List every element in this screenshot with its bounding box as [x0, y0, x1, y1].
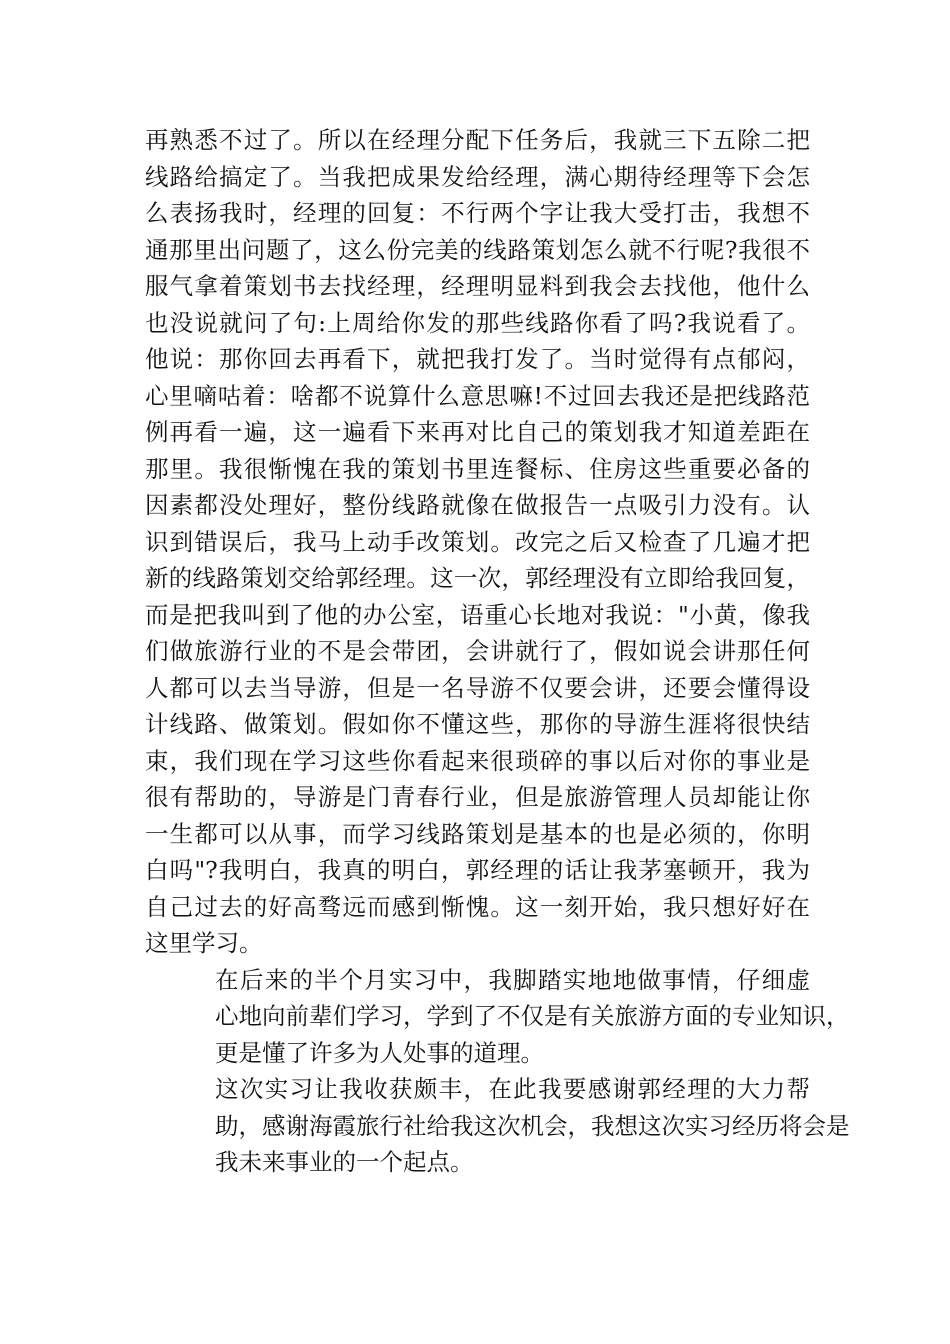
text-line: 他说：那你回去再看下，就把我打发了。当时觉得有点郁闷，: [145, 345, 810, 373]
text-line: 白吗"?我明白，我真的明白，郭经理的话让我茅塞顿开，我为: [145, 856, 810, 884]
text-line: 们做旅游行业的不是会带团，会讲就行了，假如说会讲那任何: [145, 637, 810, 665]
text-line: 心里嘀咕着：啥都不说算什么意思嘛!不过回去我还是把线路范: [145, 381, 810, 410]
text-line: 这里学习。: [145, 929, 263, 957]
text-line: 束，我们现在学习这些你看起来很琐碎的事以后对你的事业是: [145, 746, 810, 775]
paragraph: [145, 122, 810, 962]
text-line: 通那里出问题了，这么份完美的线路策划怎么就不行呢?我很不: [145, 235, 810, 264]
text-line: 助，感谢海霞旅行社给我这次机会，我想这次实习经历将会是: [215, 1111, 850, 1140]
text-line: 更是懂了许多为人处事的道理。: [215, 1038, 544, 1067]
text-line: 计线路、做策划。假如你不懂这些，那你的导游生涯将很快结: [145, 710, 810, 738]
document-body: [145, 122, 850, 1181]
text-line: 识到错误后，我马上动手改策划。改完之后又检查了几遍才把: [145, 527, 810, 556]
text-line: 么表扬我时，经理的回复：不行两个字让我大受打击，我想不: [145, 199, 810, 227]
text-line: 因素都没处理好，整份线路就像在做报告一点吸引力没有。认: [145, 491, 810, 519]
text-line: 这次实习让我收获颇丰，在此我要感谢郭经理的大力帮: [215, 1075, 810, 1103]
text-line: 例再看一遍，这一遍看下来再对比自己的策划我才知道差距在: [145, 418, 810, 446]
text-line: 心地向前辈们学习，学到了不仅是有关旅游方面的专业知识，: [215, 1002, 850, 1030]
text-line: 人都可以去当导游，但是一名导游不仅要会讲，还要会懂得设: [145, 673, 810, 702]
text-line: 那里。我很惭愧在我的策划书里连餐标、住房这些重要必备的: [145, 454, 810, 483]
text-line: 也没说就问了句:上周给你发的那些线路你看了吗?我说看了。: [145, 308, 810, 337]
text-line: 而是把我叫到了他的办公室，语重心长地对我说："小黄，像我: [145, 600, 810, 629]
text-line: 我未来事业的一个起点。: [215, 1148, 474, 1176]
text-line: 新的线路策划交给郭经理。这一次，郭经理没有立即给我回复，: [145, 564, 810, 592]
text-line: 线路给搞定了。当我把成果发给经理，满心期待经理等下会怎: [145, 162, 810, 191]
text-line: 很有帮助的，导游是门青春行业，但是旅游管理人员却能让你: [145, 783, 810, 811]
text-line: 自己过去的好高骛远而感到惭愧。这一刻开始，我只想好好在: [145, 892, 810, 921]
text-line: 服气拿着策划书去找经理，经理明显料到我会去找他，他什么: [145, 272, 810, 300]
text-line: 再熟悉不过了。所以在经理分配下任务后，我就三下五除二把: [145, 126, 810, 154]
paragraph: [145, 1071, 850, 1181]
paragraph: [145, 962, 850, 1072]
text-line: 一生都可以从事，而学习线路策划是基本的也是必须的，你明: [145, 819, 810, 848]
text-line: 在后来的半个月实习中，我脚踏实地地做事情，仔细虚: [215, 965, 810, 994]
